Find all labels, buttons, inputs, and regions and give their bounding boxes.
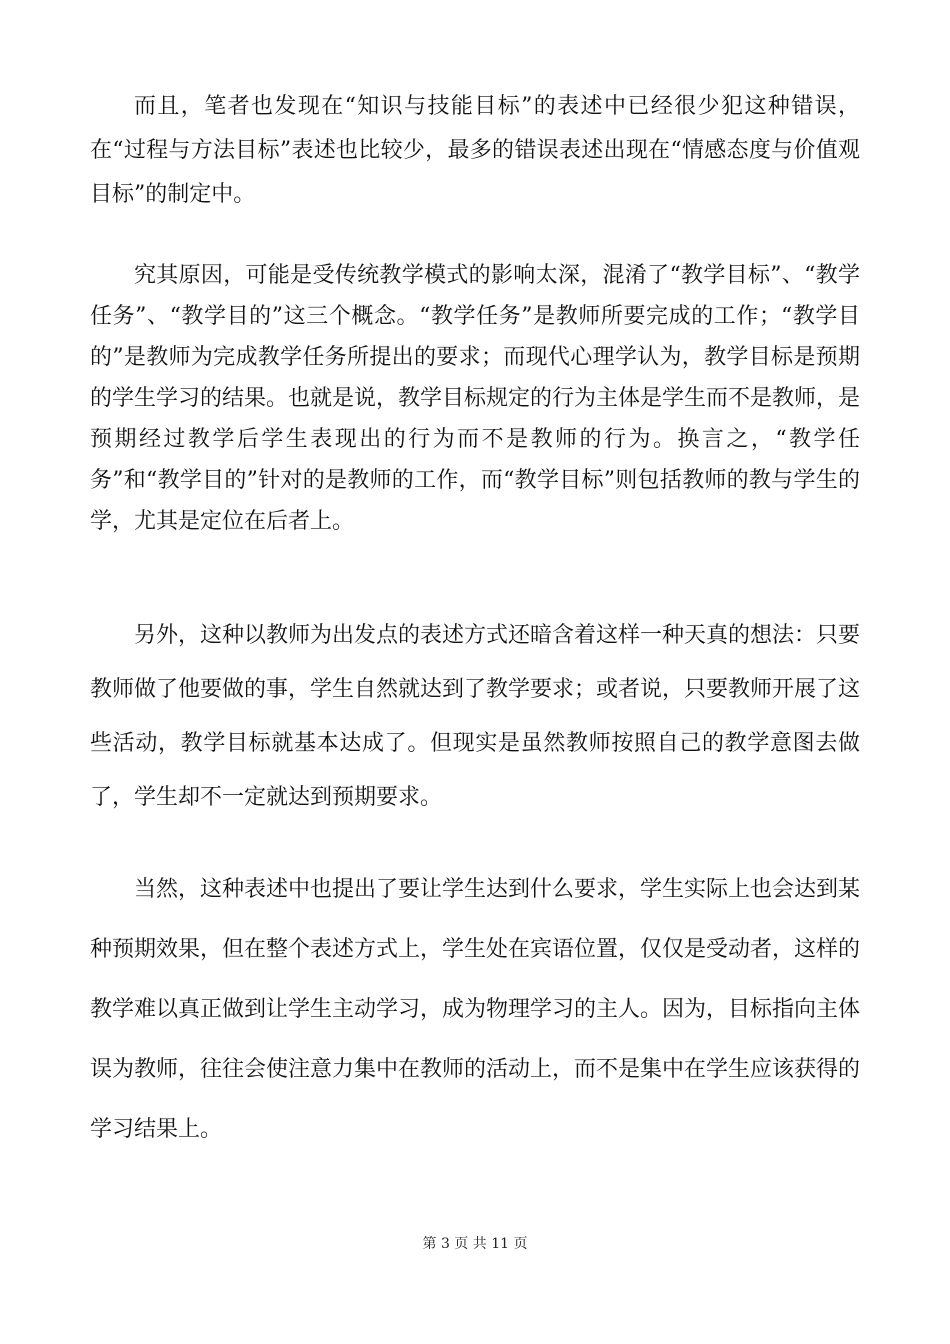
paragraph-4: 当然，这种表述中也提出了要让学生达到什么要求，学生实际上也会达到某种预期效果，但在整个表述方式上，学生处在宾语位置，仅仅是受动者，这样的教学难以真正做到让学生主动学习，成为物理学习的主人。因为，目标指向主体误为教师，往往会使注意力集中在教师的活动上，而不是集中在学生应该获得的学习结果上。 bbox=[90, 877, 861, 1142]
page-number-footer: 第 3 页 共 11 页 bbox=[422, 1236, 528, 1252]
paragraph-3: 另外，这种以教师为出发点的表述方式还暗含着这样一种天真的想法：只要教师做了他要做的事，学生自然就达到了教学要求；或者说，只要教师开展了这些活动，教学目标就基本达成了。但现实是虽然教师按照自己的教学意图去做了，学生却不一定就达到预期要求。 bbox=[90, 623, 861, 810]
paragraph-1: 而且，笔者也发现在“知识与技能目标”的表述中已经很少犯这种错误，在“过程与方法目标”表述也比较少，最多的错误表述出现在“情感态度与价值观目标”的制定中。 bbox=[90, 94, 860, 207]
paragraph-2: 究其原因，可能是受传统教学模式的影响太深，混淆了“教学目标”、“教学任务”、“教学目的”这三个概念。“教学任务”是教师所要完成的工作；“教学目的”是教师为完成教学任务所提出的要求；而现代心理学认为，教学目标是预期的学生学习的结果。也就是说，教学目标规定的行为主体是学生而不是教师，是预期经过教学后学生表现出的行为而不是教师的行为。换言之，“教学任务”和“教学目的”针对的是教师的工作，而“教学目标”则包括教师的教与学生的学，尤其是定位在后者上。 bbox=[90, 263, 861, 534]
